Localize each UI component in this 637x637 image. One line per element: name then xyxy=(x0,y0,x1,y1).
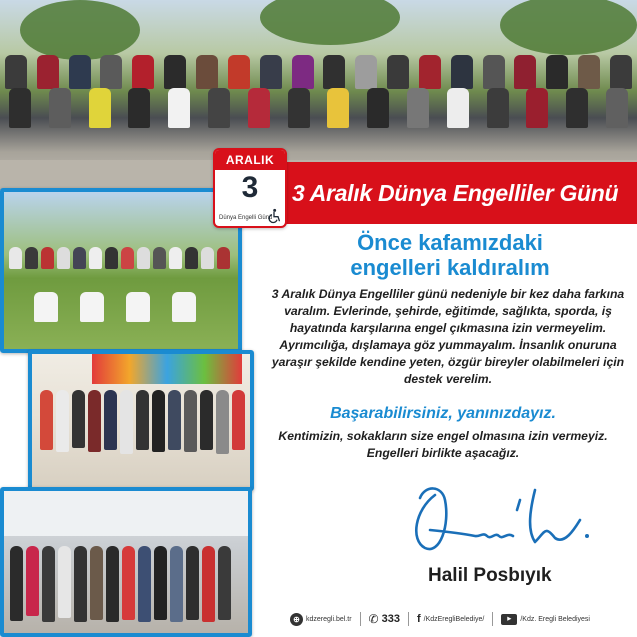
tree xyxy=(500,0,637,55)
footer-divider xyxy=(408,612,409,626)
globe-icon: ⊕ xyxy=(290,613,303,626)
footer-facebook[interactable] xyxy=(417,613,484,625)
banner-title: 3 Aralık Dünya Engelliler Günü xyxy=(292,179,619,206)
footer-website-text: kdzeregli.bel.tr xyxy=(306,615,352,623)
calendar-badge xyxy=(213,148,287,228)
slogan: Başarabilirsiniz, yanınızdayız. xyxy=(330,405,556,422)
tree xyxy=(20,0,140,60)
footer-phone-text: 333 xyxy=(381,613,400,625)
photo-outdoor-event xyxy=(0,188,242,353)
signature xyxy=(395,470,605,560)
calendar-caption: Dünya Engelli Günü xyxy=(219,215,273,221)
message-paragraph-1: 3 Aralık Dünya Engelliler günü nedeniyle bir kez daha farkına varalım. Evlerinde, şehirde, eğitimde, sağlıkta, sporda, iş hayatında karşılarına engel çıkmasına izin vermeyelim. Ayrımcılığa, dışlamaya göz yummayalım. İnsanlık onuruna yaraşır şekilde kendine yeten, özgür bireyler olabilmeleri için destek verelim. xyxy=(271,287,625,386)
photo-building-group xyxy=(0,487,252,637)
footer-website[interactable] xyxy=(290,613,352,626)
footer-youtube-text: /Kdz. Eregli Belediyesi xyxy=(520,615,590,623)
footer-divider xyxy=(492,612,493,626)
footer-facebook-text: /KdzEregliBelediye/ xyxy=(423,615,485,623)
heading-line-1: Önce kafamızdaki xyxy=(357,230,543,255)
title-banner xyxy=(282,162,637,224)
calendar-day: 3 xyxy=(241,171,259,204)
footer-contacts xyxy=(290,608,635,630)
main-heading xyxy=(300,230,600,280)
footer-youtube[interactable] xyxy=(501,614,590,625)
wheelchair-icon xyxy=(266,208,282,224)
heading-line-2: engelleri kaldıralım xyxy=(350,255,550,280)
calendar-month: ARALIK xyxy=(215,150,285,170)
photo-indoor-group xyxy=(28,350,254,491)
footer-divider xyxy=(360,612,361,626)
signer-name: Halil Posbıyık xyxy=(428,565,552,586)
youtube-icon: ▶ xyxy=(501,614,517,625)
footer-phone[interactable] xyxy=(369,612,400,626)
tree xyxy=(260,0,400,45)
crowd-back-row xyxy=(0,55,637,89)
facebook-icon: f xyxy=(416,613,421,625)
phone-icon: ✆ xyxy=(368,612,379,626)
crowd-front-row xyxy=(0,88,637,128)
message-paragraph-2: Kentimizin, sokakların size engel olmasına izin vermeyiz. Engelleri birlikte aşacağız. xyxy=(278,429,608,460)
